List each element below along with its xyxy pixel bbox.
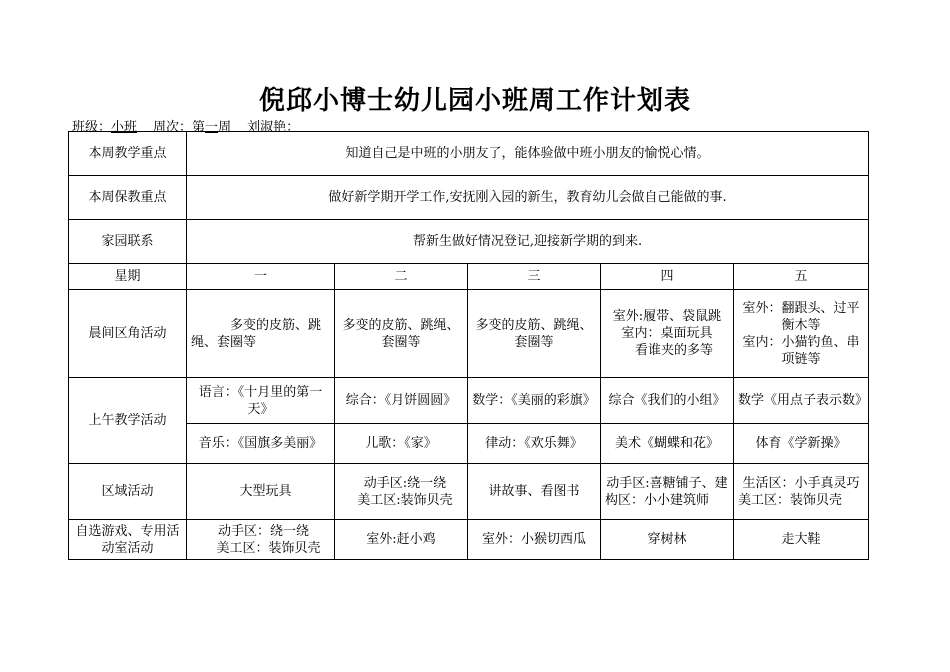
- morning-tue: 多变的皮筋、跳绳、套圈等: [335, 290, 468, 378]
- area-activity-row: [69, 464, 869, 520]
- morning-activity-row: [69, 290, 869, 378]
- free-play-row: [69, 520, 869, 560]
- home-contact-content: 帮新生做好情况登记,迎接新学期的到来.: [187, 220, 869, 264]
- free-play-mon: [187, 520, 335, 560]
- am-teaching-fri-2: 体育《学新操》: [734, 424, 869, 464]
- morning-fri-line: 室内：小猫钓鱼、串项链等: [742, 334, 860, 367]
- free-play-label: 自选游戏、专用活动室活动: [69, 520, 187, 560]
- free-play-wed: 室外：小猴切西瓜: [468, 520, 601, 560]
- morning-wed: 多变的皮筋、跳绳、套圈等: [468, 290, 601, 378]
- week-label: 周次：第: [153, 120, 206, 135]
- teaching-focus-content: 知道自己是中班的小朋友了，能体验做中班小朋友的愉悦心情。: [187, 132, 869, 176]
- area-tue: [335, 464, 468, 520]
- am-teaching-thu: 综合《我们的小组》: [601, 378, 734, 424]
- free-play-mon-line: 动手区：绕一绕: [217, 523, 309, 539]
- class-value: 小班: [111, 120, 138, 135]
- care-focus-label: 本周保教重点: [69, 176, 187, 220]
- home-contact-label: 家园联系: [69, 220, 187, 264]
- weekday-thu: 四: [601, 264, 734, 290]
- morning-thu: [601, 290, 734, 378]
- table-row: [69, 132, 869, 176]
- area-mon: 大型玩具: [187, 464, 335, 520]
- am-teaching-thu-2: 美术《蝴蝶和花》: [601, 424, 734, 464]
- am-teaching-row: [69, 378, 869, 424]
- morning-thu-line: 看谁夹的多等: [635, 343, 714, 358]
- morning-fri: [734, 290, 869, 378]
- am-teaching-mon-2: 音乐：《国旗多美丽》: [187, 424, 335, 464]
- table-row: [69, 176, 869, 220]
- week-value: 一: [205, 120, 219, 135]
- am-teaching-row-2: [69, 424, 869, 464]
- weekday-header-row: [69, 264, 869, 290]
- am-teaching-label: 上午教学活动: [69, 378, 187, 464]
- morning-thu-line: 室内：桌面玩具: [621, 326, 713, 341]
- am-teaching-wed-2: 律动：《欢乐舞》: [468, 424, 601, 464]
- table-row: [69, 220, 869, 264]
- page-title: 倪邱小博士幼儿园小班周工作计划表: [258, 86, 691, 116]
- weekday-tue: 二: [335, 264, 468, 290]
- free-play-fri: 走大鞋: [734, 520, 869, 560]
- area-wed: 讲故事、看图书: [468, 464, 601, 520]
- morning-mon: 多变的皮筋、跳绳、套圈等: [187, 290, 335, 378]
- am-teaching-wed: 数学：《美丽的彩旗》: [468, 378, 601, 424]
- care-focus-content: 做好新学期开学工作,安抚刚入园的新生，教育幼儿会做自己能做的事.: [187, 176, 869, 220]
- area-fri: 生活区：小手真灵巧美工区：装饰贝壳: [734, 464, 869, 520]
- weekday-fri: 五: [734, 264, 869, 290]
- am-teaching-tue-2: 儿歌：《家》: [335, 424, 468, 464]
- free-play-thu: 穿树林: [601, 520, 734, 560]
- morning-fri-line: 室外：翻跟头、过平衡木等: [742, 300, 860, 333]
- am-teaching-fri: 数学《用点子表示数》: [734, 378, 869, 424]
- teaching-focus-label: 本周教学重点: [69, 132, 187, 176]
- weekday-label: 星期: [69, 264, 187, 290]
- weekday-mon: 一: [187, 264, 335, 290]
- area-tue-line: 动手区:绕一绕: [363, 475, 447, 491]
- weekly-plan-table: [68, 131, 869, 560]
- week-suffix: 周: [218, 120, 232, 135]
- morning-thu-line: 室外:履带、袋鼠跳: [612, 309, 722, 324]
- morning-label: 晨间区角活动: [69, 290, 187, 378]
- am-teaching-mon: 语言：《十月里的第一天》: [187, 378, 335, 424]
- free-play-mon-line: 美工区：装饰贝壳: [216, 540, 321, 556]
- class-label: 班级：: [72, 120, 112, 135]
- weekday-wed: 三: [468, 264, 601, 290]
- teacher-name: 刘淑艳：: [247, 120, 300, 135]
- am-teaching-tue: 综合：《月饼圆圆》: [335, 378, 468, 424]
- area-label: 区域活动: [69, 464, 187, 520]
- area-thu: 动手区:喜糖铺子、建构区：小小建筑师: [601, 464, 734, 520]
- area-tue-line: 美工区:装饰贝壳: [357, 492, 453, 508]
- free-play-tue: 室外:赶小鸡: [335, 520, 468, 560]
